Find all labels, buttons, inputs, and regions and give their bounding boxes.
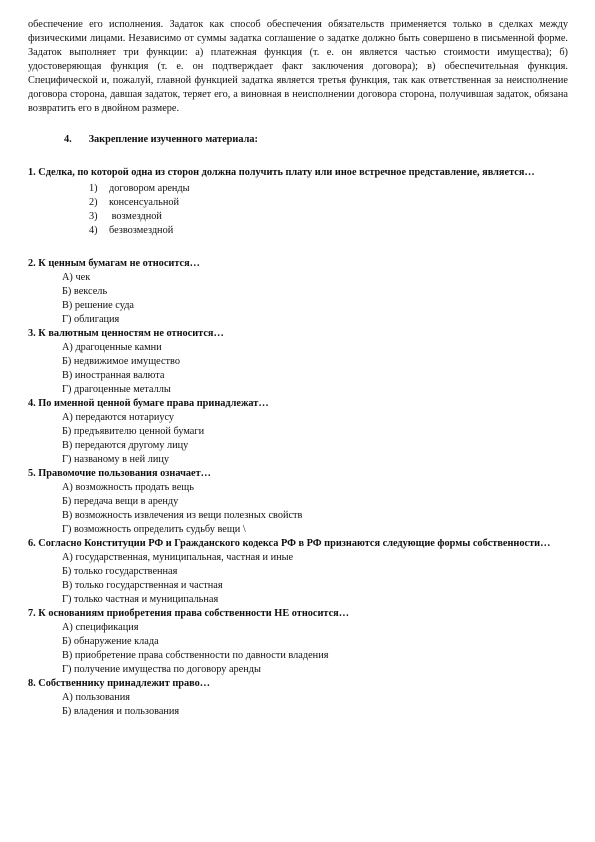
answer-option: В) приобретение права собственности по давности владения bbox=[62, 650, 329, 661]
answer-option: Г) получение имущества по договору аренды bbox=[62, 664, 261, 675]
answer-option bbox=[89, 182, 568, 196]
answer-option: А) чек bbox=[62, 272, 91, 283]
answer-option: Г) драгоценные металлы bbox=[62, 384, 171, 395]
answer-option bbox=[89, 196, 568, 210]
answer-option: А) драгоценные камни bbox=[62, 342, 162, 353]
answer-option: В) возможность извлечения из вещи полезных свойств bbox=[62, 510, 303, 521]
answer-option: А) передаются нотариусу bbox=[62, 412, 175, 423]
question-block bbox=[28, 677, 568, 719]
answer-option: Б) владения и пользования bbox=[62, 706, 180, 717]
question-block bbox=[28, 537, 568, 607]
question-text: 3. К валютным ценностям не относится… bbox=[28, 328, 224, 339]
answer-options bbox=[28, 621, 568, 677]
document-page bbox=[28, 18, 568, 719]
section-number: 4. bbox=[64, 134, 72, 145]
answer-option: А) государственная, муниципальная, частная и иные bbox=[62, 552, 294, 563]
option-number: 4) bbox=[89, 225, 98, 236]
answer-options bbox=[28, 182, 568, 238]
answer-option: В) решение суда bbox=[62, 300, 134, 311]
question-text: 8. Собственнику принадлежит право… bbox=[28, 678, 211, 689]
option-text: договором аренды bbox=[109, 183, 190, 194]
answer-option bbox=[89, 224, 568, 238]
question-text: 5. Правомочие пользования означает… bbox=[28, 468, 211, 479]
question-block bbox=[28, 607, 568, 677]
answer-options bbox=[28, 691, 568, 719]
question-text: 7. К основаниям приобретения права собственности НЕ относится… bbox=[28, 608, 350, 619]
option-text: безвозмездной bbox=[109, 225, 174, 236]
option-number: 2) bbox=[89, 197, 98, 208]
answer-option: Б) передача вещи в аренду bbox=[62, 496, 179, 507]
question-text: 6. Согласно Конституции РФ и Гражданского кодекса РФ в РФ признаются следующие формы собственности… bbox=[28, 538, 551, 549]
answer-option: Г) облигация bbox=[62, 314, 120, 325]
question-text: 4. По именной ценной бумаге права принадлежат… bbox=[28, 398, 269, 409]
answer-option: Б) вексель bbox=[62, 286, 108, 297]
answer-option: В) передаются другому лицу bbox=[62, 440, 189, 451]
answer-options bbox=[28, 271, 568, 327]
answer-option: В) иностранная валюта bbox=[62, 370, 165, 381]
answer-option: Б) предъявителю ценной бумаги bbox=[62, 426, 205, 437]
answer-option: Г) только частная и муниципальная bbox=[62, 594, 219, 605]
option-number: 3) bbox=[89, 211, 98, 222]
answer-option: В) только государственная и частная bbox=[62, 580, 223, 591]
option-number: 1) bbox=[89, 183, 98, 194]
question-text: 2. К ценным бумагам не относится… bbox=[28, 258, 200, 269]
answer-options bbox=[28, 411, 568, 467]
intro-paragraph: обеспечение его исполнения. Задаток как способ обеспечения обязательств применяется только в сделках между физическими лицами. Независимо от суммы задатка соглашение о задатке должно быть совершено в письменной форме. Задаток выполняет три функции: а) платежная функция (т. е. он является частью стоимости имущества); б) удостоверяющая функция (т. е. он подтверждает факт заключения договора); в) обеспечительная функция. Специфической и, пожалуй, главной функцией задатка является третья функция, так как ответственная за неисполнение договора сторона, давшая задаток, теряет его, а виновная в неисполнении договора сторона, получившая задаток, обязана возвратить его в двойном размере. bbox=[28, 19, 568, 114]
answer-options bbox=[28, 551, 568, 607]
answer-option: А) спецификация bbox=[62, 622, 139, 633]
answer-option: Б) недвижимое имущество bbox=[62, 356, 180, 367]
answer-option: Б) обнаружение клада bbox=[62, 636, 159, 647]
answer-option bbox=[89, 210, 568, 224]
option-text: возмездной bbox=[109, 211, 162, 222]
section-title: Закрепление изученного материала: bbox=[88, 134, 258, 145]
question-block bbox=[28, 467, 568, 537]
question-block bbox=[28, 327, 568, 397]
answer-options bbox=[28, 481, 568, 537]
question-block bbox=[28, 257, 568, 327]
answer-option: Б) только государственная bbox=[62, 566, 178, 577]
section-heading bbox=[64, 133, 568, 147]
question-block bbox=[28, 166, 568, 238]
question-text: 1. Сделка, по которой одна из сторон должна получить плату или иное встречное представление, является… bbox=[28, 167, 535, 178]
answer-option: А) возможность продать вещь bbox=[62, 482, 194, 493]
answer-options bbox=[28, 341, 568, 397]
question-block bbox=[28, 397, 568, 467]
answer-option: Г) возможность определить судьбу вещи \ bbox=[62, 524, 246, 535]
option-text: консенсуальной bbox=[109, 197, 180, 208]
answer-option: А) пользования bbox=[62, 692, 131, 703]
answer-option: Г) названому в ней лицу bbox=[62, 454, 170, 465]
